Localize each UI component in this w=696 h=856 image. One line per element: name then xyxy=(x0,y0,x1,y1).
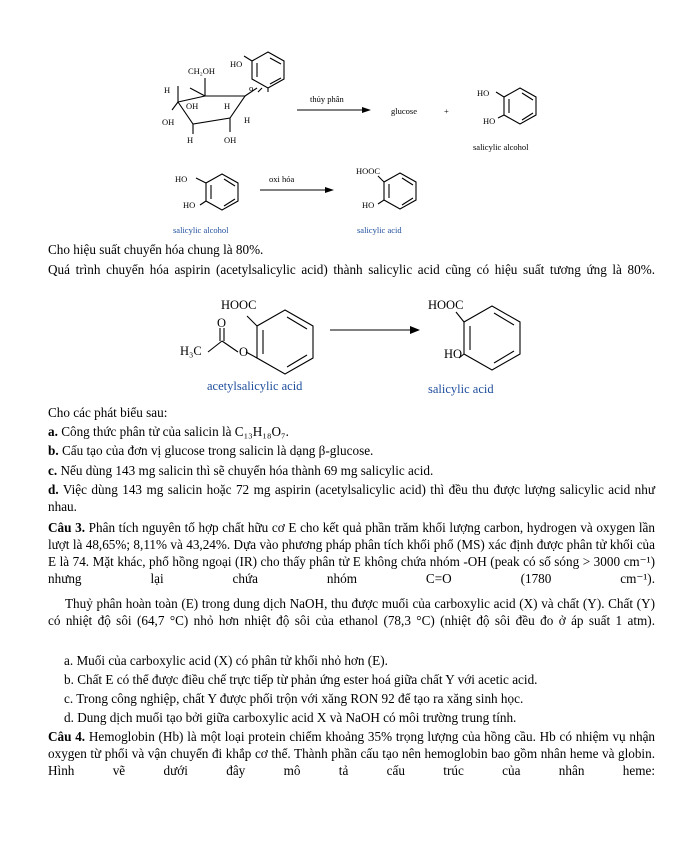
label-ring-o: o xyxy=(249,83,254,93)
label-hydrolysis: thủy phân xyxy=(310,94,344,104)
label-ho: HO xyxy=(230,59,243,69)
label-hooc: HOOC xyxy=(221,298,257,312)
aspirin-paragraph: Quá trình chuyển hóa aspirin (acetylsalicylic acid) thành salicylic acid cũng có hiệu suất tương ứng là 80%. xyxy=(48,262,655,277)
label-h: H xyxy=(224,101,231,111)
label-h: H xyxy=(244,115,251,125)
yield-paragraph: Cho hiệu suất chuyển hóa chung là 80%. xyxy=(48,242,264,257)
label-oh: OH xyxy=(224,135,237,145)
label-salicylic-alcohol: salicylic alcohol xyxy=(473,142,529,152)
statement-d: d. Việc dùng 143 mg salicin hoặc 72 mg aspirin (acetylsalicylic acid) thì đều thu được lượng salicylic acid như nhau. xyxy=(48,482,656,514)
question-3-option-a: a. Muối của carboxylic acid (X) có phân tử khối nhỏ hơn (E). xyxy=(64,653,388,668)
label-h: H xyxy=(187,135,194,145)
question-3-option-b: b. Chất E có thể được điều chế trực tiếp từ phản ứng ester hoá giữa chất Y với acetic acid. xyxy=(64,672,538,687)
label-ester-o: O xyxy=(239,345,249,359)
label-salicylic-alcohol: salicylic alcohol xyxy=(173,225,229,235)
statement-a: a. Công thức phân tử của salicin là C₁₃H₁₈O₇. xyxy=(48,424,289,439)
label-ho: HO xyxy=(483,116,496,126)
question-3-paragraph-2: Thuỷ phân hoàn toàn (E) trong dung dịch NaOH, thu được muối của carboxylic acid (X) và chất (Y). Chất (Y) có nhiệt độ sôi (64,7 °C) nhỏ hơn nhiệt độ sôi của ethanol (78,3 °C) (nhiệt độ sôi đều đo ở áp suất 1 atm). xyxy=(48,596,655,628)
label-ho: HO xyxy=(175,174,188,184)
label-salicylic-acid: salicylic acid xyxy=(357,225,402,235)
label-oh: OH xyxy=(186,101,199,111)
question-3: Câu 3. Phân tích nguyên tố hợp chất hữu cơ E cho kết quả phần trăm khối lượng carbon, hydrogen và oxygen lần lượt là 48,65%; 8,11% và 43,24%. Dựa vào phương pháp phân tích khối phổ (MS) xác định được phân tử khối của E là 74. Mặt khác, phổ hồng ngoại (IR) cho thấy phân tử E không chứa nhóm -OH (peak có số sóng > 3000 cm⁻¹) nhưng lại chứa nhóm C=O (1780 cm⁻¹). xyxy=(48,520,655,586)
label-plus: + xyxy=(444,106,449,116)
label-hooc: HOOC xyxy=(356,166,381,176)
label-ch2oh: CH₂OH xyxy=(188,66,216,76)
label-ho: HO xyxy=(362,200,375,210)
label-oh: OH xyxy=(162,117,175,127)
question-3-option-d: d. Dung dịch muối tạo bởi giữa carboxylic acid X và NaOH có môi trường trung tính. xyxy=(64,710,517,725)
label-acetylsalicylic-acid: acetylsalicylic acid xyxy=(207,379,303,393)
label-carbonyl-o: O xyxy=(217,316,227,330)
statement-c: c. Nếu dùng 143 mg salicin thì sẽ chuyển hóa thành 69 mg salicylic acid. xyxy=(48,463,434,478)
aspirin-benzene xyxy=(257,310,313,374)
label-oxidation: oxi hóa xyxy=(269,174,295,184)
salicylic-acid-benzene-2 xyxy=(464,306,520,370)
label-hooc: HOOC xyxy=(428,298,464,312)
label-h3c: H₃C xyxy=(180,344,202,358)
question-3-option-c: c. Trong công nghiệp, chất Y được phối trộn với xăng RON 92 để tạo ra xăng sinh học. xyxy=(64,691,524,706)
label-ho: HO xyxy=(183,200,196,210)
question-4: Câu 4. Hemoglobin (Hb) là một loại protein chiếm khoảng 35% trọng lượng của hồng cầu. Hb có nhiệm vụ nhận oxygen từ phổi và vận chuyển đi khắp cơ thể. Thành phần cấu tạo nên hemoglobin bao gồm nhân heme và globin. Hình vẽ dưới đây mô tả cấu trúc của nhân heme: xyxy=(48,729,656,778)
label-glucose: glucose xyxy=(391,106,417,116)
label-salicylic-acid: salicylic acid xyxy=(428,382,494,396)
statement-b: b. Cấu tạo của đơn vị glucose trong salicin là dạng β-glucose. xyxy=(48,443,374,458)
label-h: H xyxy=(164,85,171,95)
statements-intro: Cho các phát biểu sau: xyxy=(48,405,168,420)
label-ho: HO xyxy=(444,347,463,361)
label-ho: HO xyxy=(477,88,490,98)
